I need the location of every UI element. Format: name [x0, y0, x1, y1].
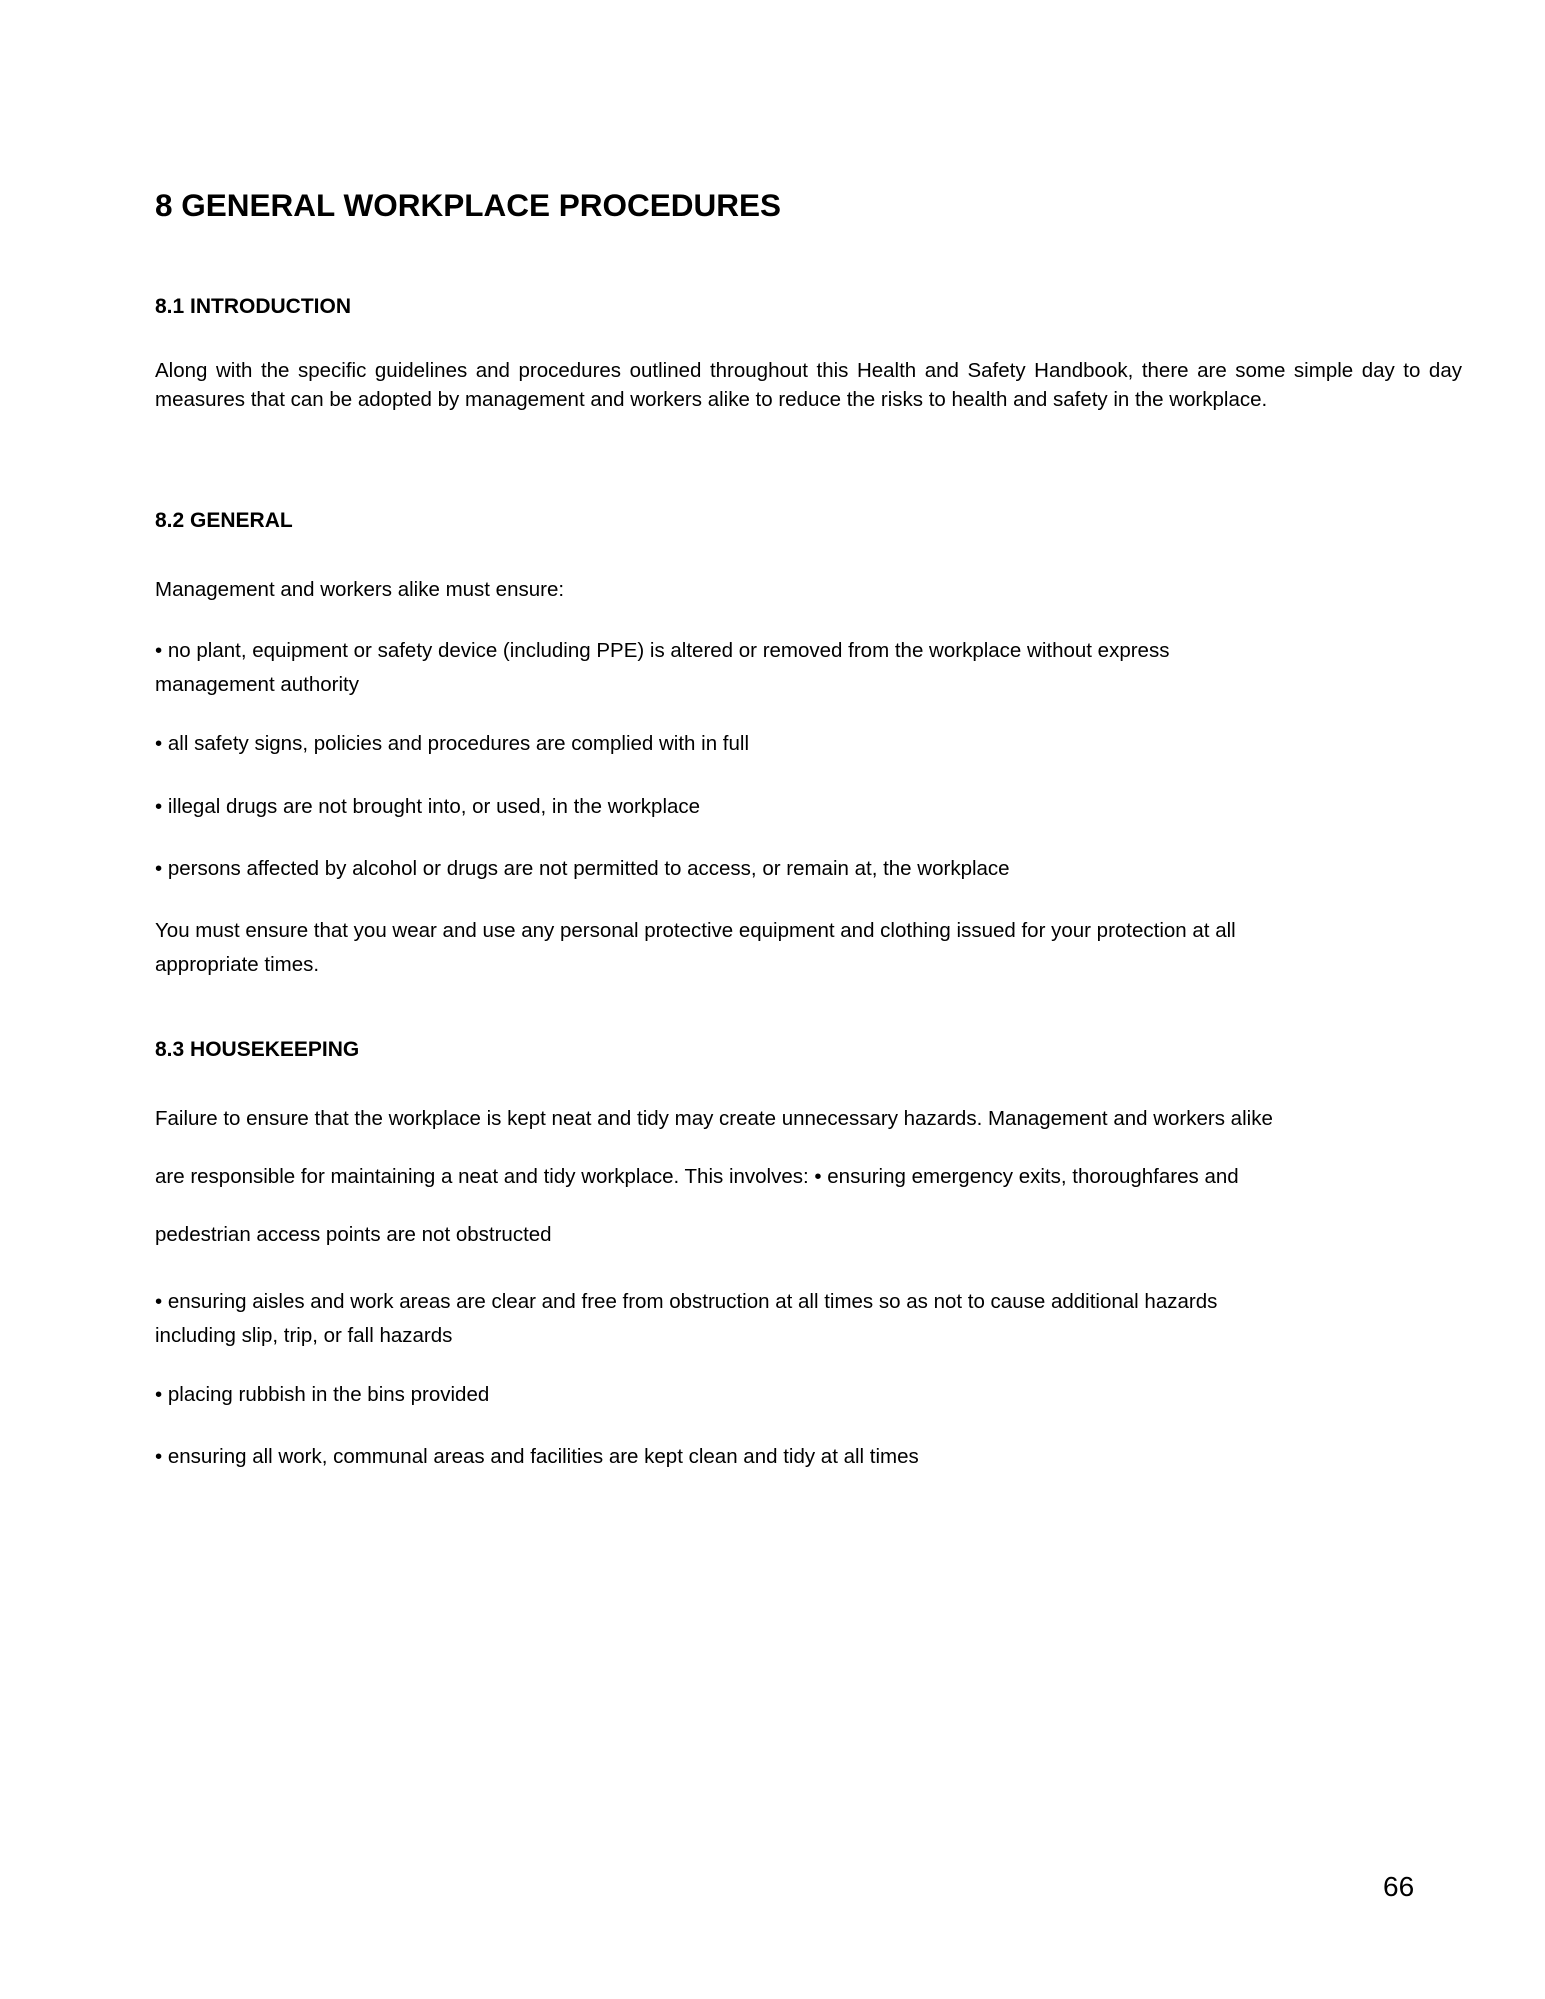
list-item: • no plant, equipment or safety device (including PPE) is altered or removed from the workplace without express [155, 639, 1170, 662]
list-item: • ensuring aisles and work areas are clear and free from obstruction at all times so as not to cause additional hazards [155, 1290, 1218, 1313]
list-item: • persons affected by alcohol or drugs are not permitted to access, or remain at, the workplace [155, 857, 1010, 880]
introduction-paragraph: Along with the specific guidelines and procedures outlined throughout this Health and Safety Handbook, there are some simple day to day measures that can be adopted by management and workers alike to reduce the risks to health and safety in the workplace. [155, 359, 1462, 411]
housekeeping-intro-line: are responsible for maintaining a neat and tidy workplace. This involves: • ensuring emergency exits, thoroughfares and [155, 1165, 1239, 1188]
section-heading-introduction: 8.1 INTRODUCTION [155, 295, 352, 318]
list-item: • illegal drugs are not brought into, or used, in the workplace [155, 795, 701, 818]
section-heading-housekeeping: 8.3 HOUSEKEEPING [155, 1038, 360, 1061]
list-item: • all safety signs, policies and procedures are complied with in full [155, 732, 749, 755]
general-intro: Management and workers alike must ensure: [155, 578, 565, 601]
list-item: • ensuring all work, communal areas and facilities are kept clean and tidy at all times [155, 1445, 919, 1468]
page-number: 66 [1383, 1871, 1415, 1902]
list-item-continuation: including slip, trip, or fall hazards [155, 1324, 453, 1347]
page-title: 8 GENERAL WORKPLACE PROCEDURES [155, 187, 781, 223]
ppe-paragraph-line: You must ensure that you wear and use any personal protective equipment and clothing issued for your protection at all [155, 919, 1236, 942]
housekeeping-intro-line: Failure to ensure that the workplace is kept neat and tidy may create unnecessary hazards. Management and workers alike [155, 1107, 1273, 1130]
ppe-paragraph-line: appropriate times. [155, 953, 320, 976]
housekeeping-intro-line: pedestrian access points are not obstructed [155, 1223, 552, 1246]
list-item: • placing rubbish in the bins provided [155, 1383, 490, 1406]
section-heading-general: 8.2 GENERAL [155, 509, 293, 532]
list-item-continuation: management authority [155, 673, 359, 696]
